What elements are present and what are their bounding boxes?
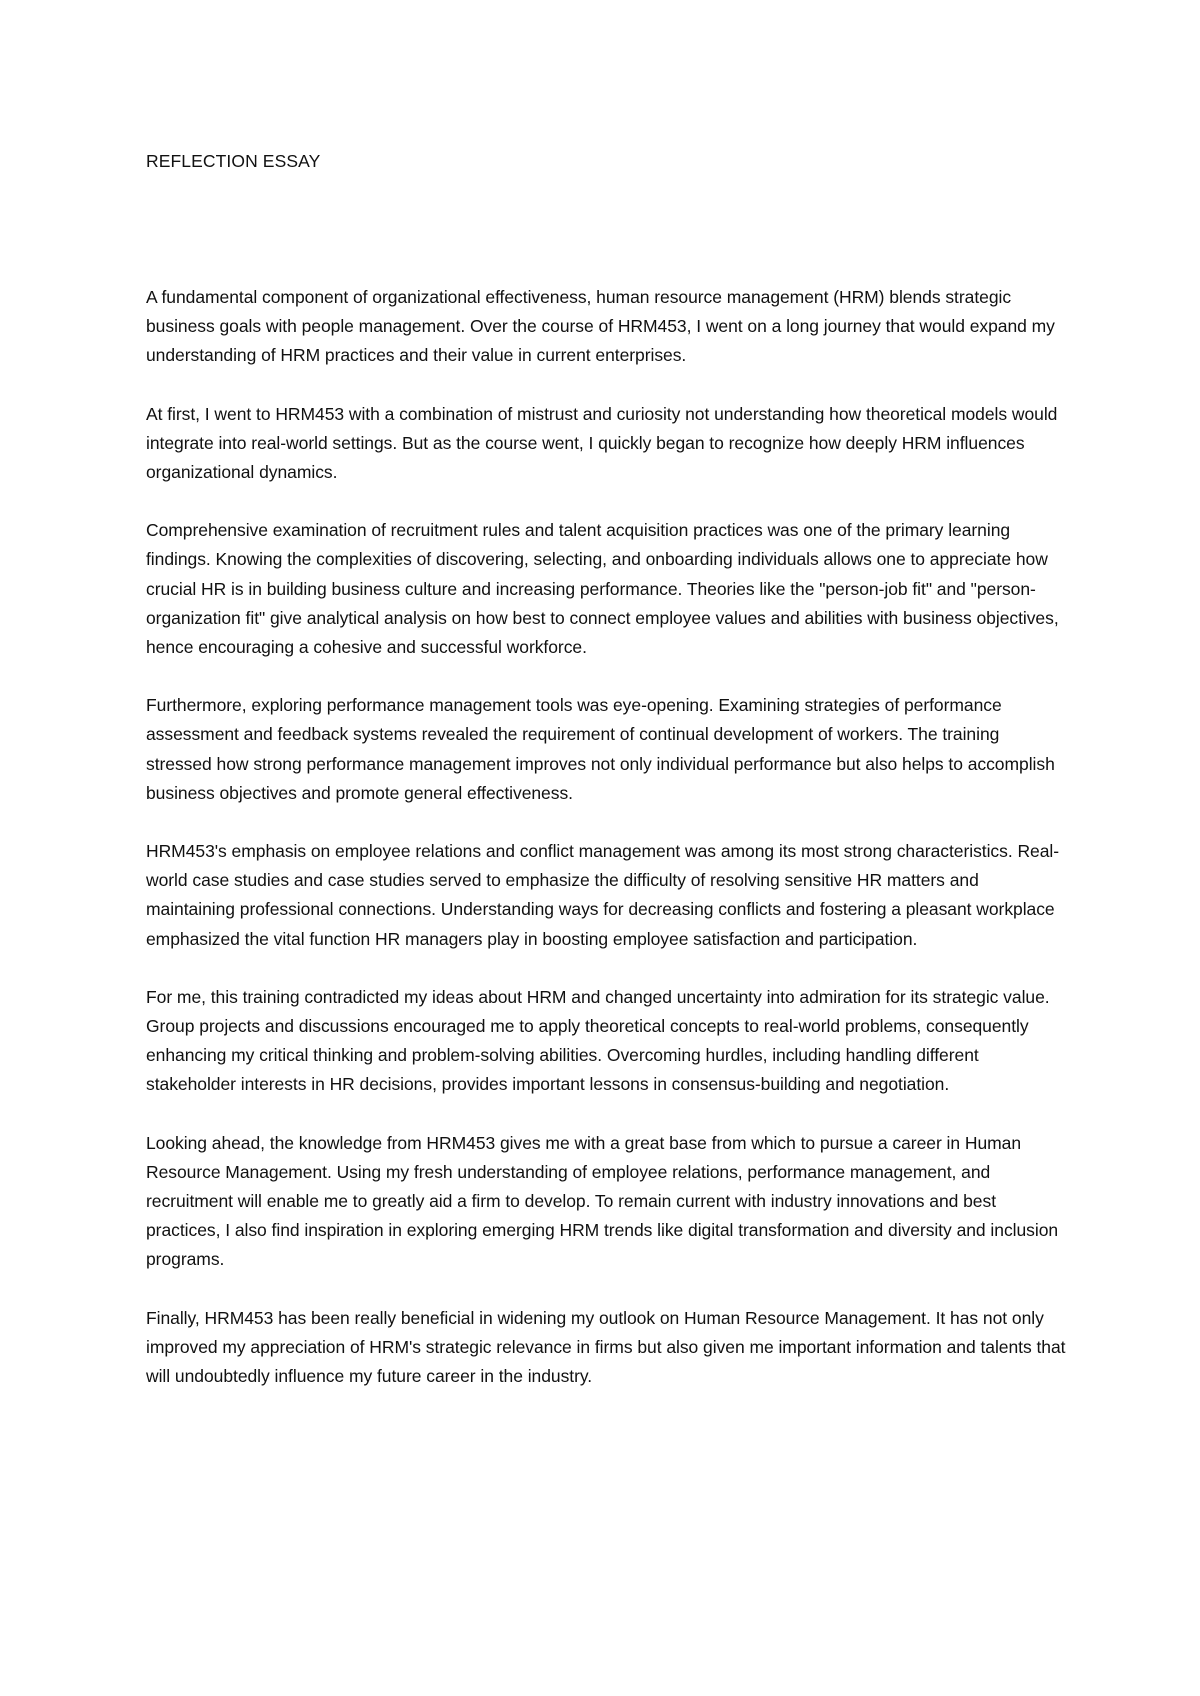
paragraph-first-impressions: At first, I went to HRM453 with a combination of mistrust and curiosity not understanding how theoretical models would integrate into real-world settings. But as the course went, I quickly began to recognize how deeply HRM influences organizational dynamics.: [146, 403, 1058, 483]
document-title: REFLECTION ESSAY: [146, 151, 321, 171]
paragraph-conclusion: Finally, HRM453 has been really beneficial in widening my outlook on Human Resource Management. It has not only improved my appreciation of HRM's strategic relevance in firms but also given me important information and talents that will undoubtedly influence my future career in the industry.: [146, 1307, 1066, 1387]
document-body: [146, 283, 1066, 1420]
paragraph-employee-relations: HRM453's emphasis on employee relations and conflict management was among its most strong characteristics. Real-world case studies and case studies served to emphasize the difficulty of resolving sensitive HR matters and maintaining professional connections. Understanding ways for decreasing conflicts and fostering a pleasant workplace emphasized the vital function HR managers play in boosting employee satisfaction and participation.: [146, 841, 1060, 949]
paragraph-personal-growth: For me, this training contradicted my ideas about HRM and changed uncertainty into admiration for its strategic value. Group projects and discussions encouraged me to apply theoretical concepts to real-world problems, consequently enhancing my critical thinking and problem-solving abilities. Overcoming hurdles, including handling different stakeholder interests in HR decisions, provides important lessons in consensus-building and negotiation.: [146, 986, 1050, 1095]
paragraph-performance-management: Furthermore, exploring performance management tools was eye-opening. Examining strategies of performance assessment and feedback systems revealed the requirement of continual development of workers. The training stressed how strong performance management improves not only individual performance but also helps to accomplish business objectives and promote general effectiveness.: [146, 695, 1055, 803]
paragraph-introduction: A fundamental component of organizational effectiveness, human resource management (HRM) blends strategic business goals with people management. Over the course of HRM453, I went on a long journey that would expand my understanding of HRM practices and their value in current enterprises.: [146, 287, 1055, 366]
paragraph-looking-ahead: Looking ahead, the knowledge from HRM453 gives me with a great base from which to pursue a career in Human Resource Management. Using my fresh understanding of employee relations, performance management, and recruitment will enable me to greatly aid a firm to develop. To remain current with industry innovations and best practices, I also find inspiration in exploring emerging HRM trends like digital transformation and diversity and inclusion programs.: [146, 1132, 1059, 1270]
paragraph-recruitment: Comprehensive examination of recruitment rules and talent acquisition practices was one of the primary learning findings. Knowing the complexities of discovering, selecting, and onboarding individuals allows one to appreciate how crucial HR is in building business culture and increasing performance. Theories like the "person-job fit" and "person-organization fit" give analytical analysis on how best to connect employee values and abilities with business objectives, hence encouraging a cohesive and successful workforce.: [146, 520, 1059, 658]
